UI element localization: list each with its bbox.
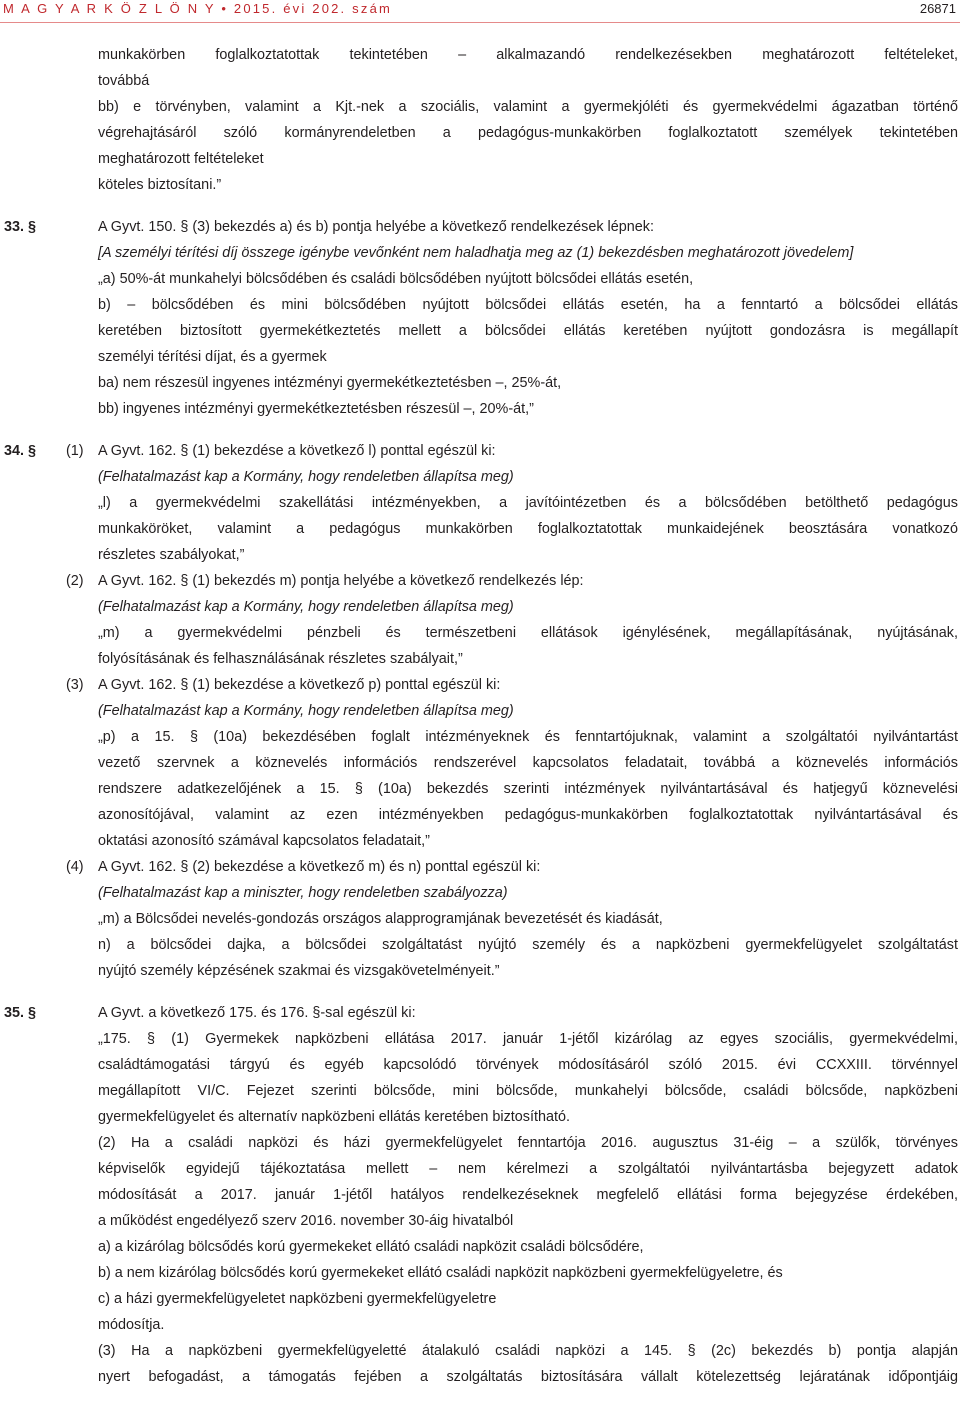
- italic-text: (Felhatalmazást kap a Kormány, hogy rendeletben állapítsa meg): [98, 469, 514, 485]
- line-text: „m) a gyermekvédelmi pénzbeli és természetbeni ellátások igénylésének, megállapításának, nyújtásának,: [98, 625, 958, 641]
- text-line: [0, 802, 960, 828]
- text-line: [0, 1312, 960, 1338]
- subsection-number: (3): [66, 677, 84, 693]
- line-text: A Gyvt. a következő 175. és 176. §-sal egészül ki:: [98, 1005, 416, 1021]
- journal-title: M A G Y A R K Ö Z L Ö N Y • 2015. évi 202. szám: [3, 1, 393, 16]
- text-line: [0, 396, 960, 422]
- line-text: köteles biztosítani.”: [98, 177, 222, 193]
- text-line: [0, 1104, 960, 1130]
- text-line: [0, 344, 960, 370]
- document-body: [0, 42, 960, 1390]
- line-text: a) a kizárólag bölcsődés korú gyermekeket ellátó családi napközit családi bölcsődére,: [98, 1239, 644, 1255]
- text-line: [0, 620, 960, 646]
- line-text: családtámogatási tárgyú és egyéb kapcsolódó törvények módosításáról szóló 2015. évi CCXXIII. törvénnyel: [98, 1057, 958, 1073]
- text-line: [0, 1000, 960, 1026]
- line-text: A Gyvt. 162. § (1) bekezdése a következő l) ponttal egészül ki:: [98, 443, 496, 459]
- line-text: módosítását a 2017. január 1-jétől hatályos rendelkezéseknek megfelelő ellátási forma bejegyzése érdekében,: [98, 1187, 958, 1203]
- line-text: bb) ingyenes intézményi gyermekétkeztetésben részesül –, 20%-át,”: [98, 401, 534, 417]
- text-line: [0, 1364, 960, 1390]
- line-text: módosítja.: [98, 1317, 165, 1333]
- text-line: [0, 828, 960, 854]
- text-line: [0, 542, 960, 568]
- line-text: munkakörben foglalkoztatottak tekintetében – alkalmazandó rendelkezésekben meghatározott feltételeket,: [98, 47, 958, 63]
- line-text: részletes szabályokat,”: [98, 547, 245, 563]
- text-line: [0, 1026, 960, 1052]
- line-text: A Gyvt. 162. § (1) bekezdés m) pontja helyébe a következő rendelkezés lép:: [98, 573, 584, 589]
- text-line: [0, 568, 960, 594]
- line-text: munkaköröket, valamint a pedagógus munkakörben foglalkoztatottak munkaidejének beosztására vonatkozó: [98, 521, 958, 537]
- line-text: azonosítójával, valamint az ezen intézményekben pedagógus-munkakörben foglalkoztatottak nyilvántartásával és: [98, 807, 958, 823]
- text-line: [0, 724, 960, 750]
- line-text: ba) nem részesül ingyenes intézményi gyermekétkeztetésben –, 25%-át,: [98, 375, 562, 391]
- line-text: A Gyvt. 162. § (2) bekezdése a következő m) és n) ponttal egészül ki:: [98, 859, 541, 875]
- text-line: [0, 214, 960, 240]
- line-text: megállapított VI/C. Fejezet szerinti bölcsőde, mini bölcsőde, munkahelyi bölcsőde, családi bölcsőde, napközbeni: [98, 1083, 958, 1099]
- text-line: [0, 958, 960, 984]
- text-line: [0, 646, 960, 672]
- text-line: [0, 1338, 960, 1364]
- subsection-number: (1): [66, 443, 84, 459]
- text-line: [0, 672, 960, 698]
- section-gap: [0, 422, 960, 438]
- section-gap: [0, 198, 960, 214]
- text-line: [0, 932, 960, 958]
- text-line: [0, 776, 960, 802]
- text-line: [0, 318, 960, 344]
- page-number: 26871: [919, 1, 956, 16]
- line-text: (3) Ha a napközbeni gyermekfelügyeletté átalakuló családi napközi a 145. § (2c) bekezdés b) pontja alapján: [98, 1343, 958, 1359]
- text-line: [0, 266, 960, 292]
- text-line: [0, 1208, 960, 1234]
- text-line: [0, 42, 960, 68]
- subsection-number: (2): [66, 573, 84, 589]
- line-text: „p) a 15. § (10a) bekezdésében foglalt intézményeknek és fenntartójuknak, valamint a szolgáltatói nyilvántartást: [98, 729, 958, 745]
- line-text: a működést engedélyező szerv 2016. november 30-áig hivatalból: [98, 1213, 514, 1229]
- italic-text: (Felhatalmazást kap a miniszter, hogy rendeletben szabályozza): [98, 885, 508, 901]
- line-text: folyósításának és felhasználásának részletes szabályait,”: [98, 651, 463, 667]
- line-text: „a) 50%-át munkahelyi bölcsődében és családi bölcsődében nyújtott bölcsődei ellátás esetén,: [98, 271, 694, 287]
- line-text: b) – bölcsődében és mini bölcsődében nyújtott bölcsődei ellátás esetén, ha a fenntartó a bölcsődei ellátás: [98, 297, 958, 313]
- text-line: [0, 464, 960, 490]
- line-text: bb) e törvényben, valamint a Kjt.-nek a szociális, valamint a gyermekjóléti és gyermekvédelmi ágazatban történő: [98, 99, 958, 115]
- section-gap: [0, 984, 960, 1000]
- text-line: [0, 490, 960, 516]
- text-line: [0, 1130, 960, 1156]
- text-line: [0, 1182, 960, 1208]
- section-number: 33. §: [4, 219, 37, 235]
- text-line: [0, 906, 960, 932]
- line-text: meghatározott feltételeket: [98, 151, 264, 167]
- line-text: „175. § (1) Gyermekek napközbeni ellátása 2017. január 1-jétől kizárólag az egyes szociális, gyermekvédelmi,: [98, 1031, 958, 1047]
- line-text: „m) a Bölcsődei nevelés-gondozás országos alapprogramjának bevezetését és kiadását,: [98, 911, 663, 927]
- line-text: személyi térítési díjat, és a gyermek: [98, 349, 327, 365]
- text-line: [0, 1156, 960, 1182]
- text-line: [0, 516, 960, 542]
- subsection-number: (4): [66, 859, 84, 875]
- text-line: [0, 292, 960, 318]
- text-line: [0, 120, 960, 146]
- line-text: képviselők egyidejű tájékoztatása mellett – nem kérelmezi a szolgáltatói nyilvántartásba bejegyzett adatok: [98, 1161, 958, 1177]
- text-line: [0, 854, 960, 880]
- text-line: [0, 1286, 960, 1312]
- text-line: [0, 370, 960, 396]
- italic-text: [A személyi térítési díj összege igénybe vevőnként nem haladhatja meg az (1) bekezdésben meghatározott jövedelem]: [98, 245, 854, 261]
- line-text: c) a házi gyermekfelügyeletet napközbeni gyermekfelügyeletre: [98, 1291, 497, 1307]
- text-line: [0, 1078, 960, 1104]
- line-text: nyújtó személy képzésének szakmai és vizsgakövetelményeit.”: [98, 963, 500, 979]
- italic-text: (Felhatalmazást kap a Kormány, hogy rendeletben állapítsa meg): [98, 599, 514, 615]
- line-text: vezető szervnek a köznevelés információs rendszerével kapcsolatos feladatait, továbbá a köznevelés információs: [98, 755, 958, 771]
- section-number: 34. §: [4, 443, 37, 459]
- line-text: A Gyvt. 150. § (3) bekezdés a) és b) pontja helyébe a következő rendelkezések lépnek:: [98, 219, 654, 235]
- text-line: [0, 240, 960, 266]
- section-number: 35. §: [4, 1005, 37, 1021]
- line-text: b) a nem kizárólag bölcsődés korú gyermekeket ellátó családi napközit napközbeni gyermekfelügyeletre, és: [98, 1265, 783, 1281]
- text-line: [0, 750, 960, 776]
- line-text: keretében biztosított gyermekétkeztetés mellett a bölcsődei ellátás keretében nyújtott gondozásra is megállapít: [98, 323, 958, 339]
- text-line: [0, 880, 960, 906]
- line-text: gyermekfelügyelet és alternatív napközbeni ellátás keretében biztosítható.: [98, 1109, 570, 1125]
- text-line: [0, 698, 960, 724]
- text-line: [0, 1234, 960, 1260]
- line-text: továbbá: [98, 73, 150, 89]
- text-line: [0, 146, 960, 172]
- text-line: [0, 594, 960, 620]
- line-text: „l) a gyermekvédelmi szakellátási intézményekben, a javítóintézetben és a bölcsődében betölthető pedagógus: [98, 495, 958, 511]
- line-text: nyert befogadást, a támogatás fejében a szolgáltatás biztosítására vállalt kötelezettség lejáratának időpontjáig: [98, 1369, 958, 1385]
- text-line: [0, 94, 960, 120]
- text-line: [0, 172, 960, 198]
- line-text: n) a bölcsődei dajka, a bölcsődei szolgáltatást nyújtó személy és a napközbeni gyermekfelügyelet szolgáltatást: [98, 937, 958, 953]
- text-line: [0, 1052, 960, 1078]
- text-line: [0, 68, 960, 94]
- line-text: rendszere adatkezelőjének a 15. § (10a) bekezdés szerinti intézmények nyilvántartásával és hatjegyű köznevelési: [98, 781, 958, 797]
- italic-text: (Felhatalmazást kap a Kormány, hogy rendeletben állapítsa meg): [98, 703, 514, 719]
- page-header: [0, 0, 960, 23]
- line-text: (2) Ha a családi napközi és házi gyermekfelügyelet fenntartója 2016. augusztus 31-éig – a szülők, törvényes: [98, 1135, 958, 1151]
- line-text: végrehajtásáról szóló kormányrendeletben a pedagógus-munkakörben foglalkoztatott személyek tekintetében: [98, 125, 958, 141]
- text-line: [0, 438, 960, 464]
- line-text: oktatási azonosító számával kapcsolatos feladatait,”: [98, 833, 430, 849]
- text-line: [0, 1260, 960, 1286]
- line-text: A Gyvt. 162. § (1) bekezdése a következő p) ponttal egészül ki:: [98, 677, 501, 693]
